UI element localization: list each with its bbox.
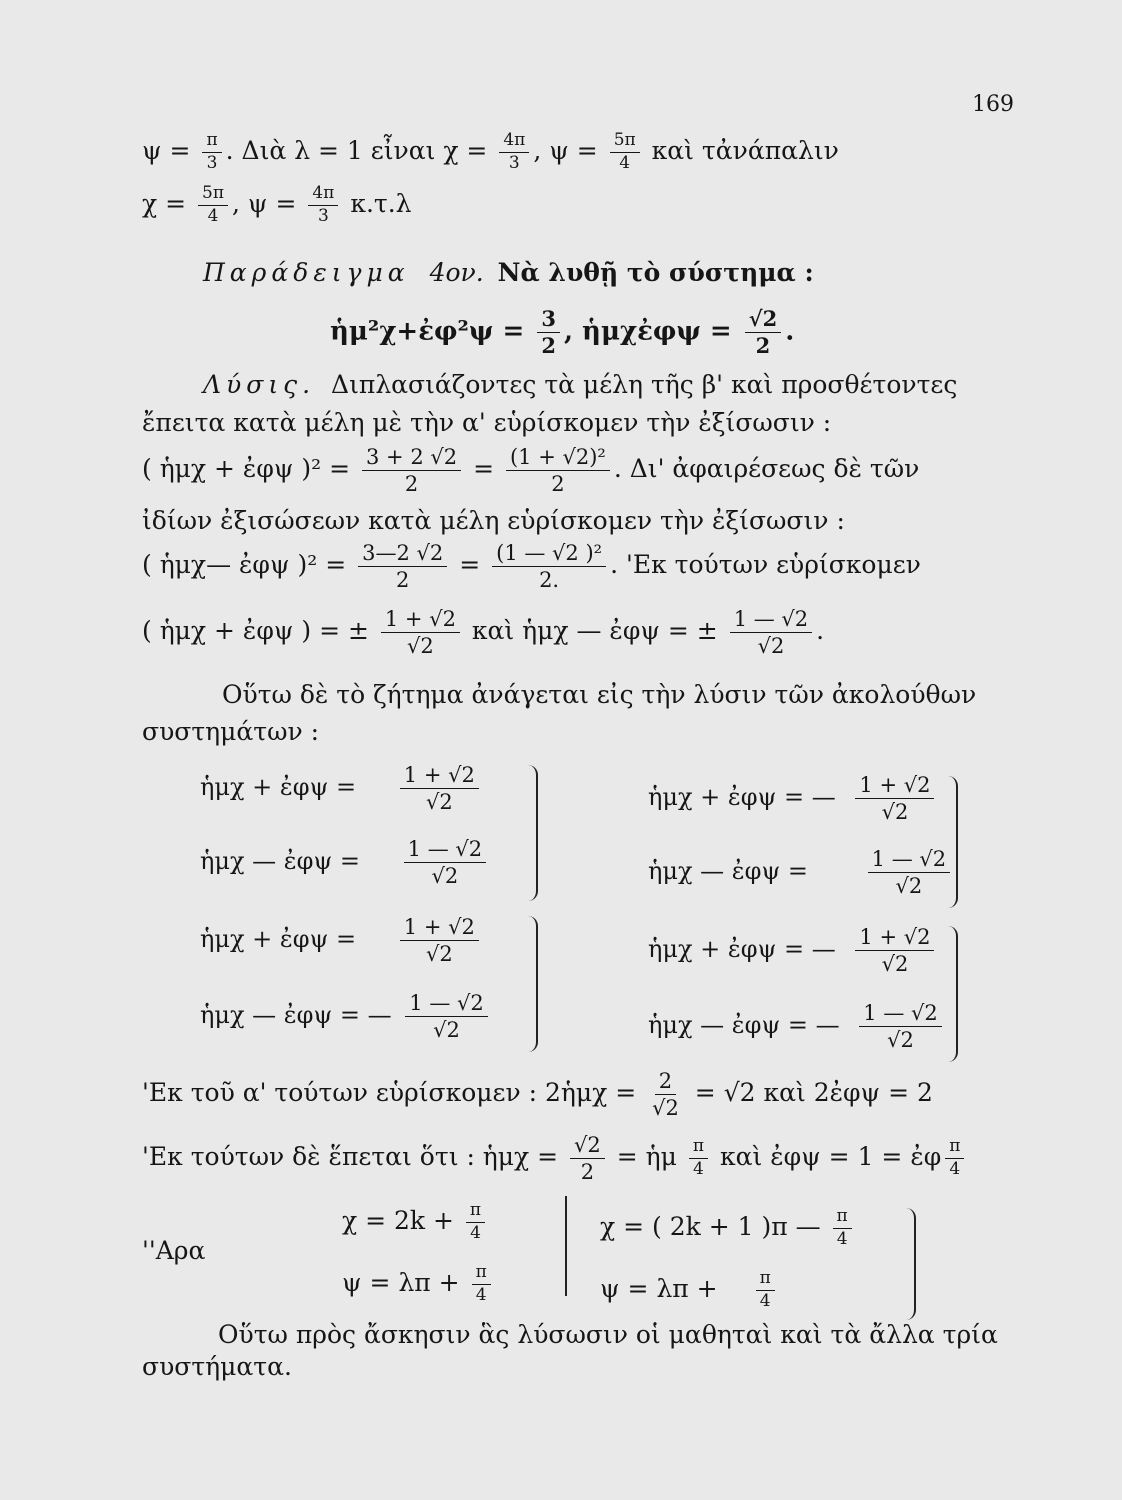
equation-plus-minus: ( ἡμχ + ἐφψ ) = ± $\frac{1 + √2}{√2}$ καὶ ἡμχ — ἐφψ = ± $\frac{1 — √2}{√2}$ . (142, 607, 825, 659)
fraction: $\frac{\text{(1 — √2 )²}}{2.}$ (492, 542, 606, 591)
fraction: $\frac{√2}{2}$ (570, 1134, 605, 1183)
fraction: $\frac{3—2 √2}{2}$ (358, 542, 447, 591)
fraction: $\frac{\pi}{4}$ (689, 1138, 708, 1179)
text-line-1: ψ = $\frac{\pi}{3}$ . Διὰ λ = 1 εἶναι χ = $\frac{4\pi}{3}$ , ψ = $\frac{5\pi}{4}$ καὶ τἀνάπαλιν (142, 130, 839, 173)
fraction-sqrt2-2: $\frac{√2}{2}$ (745, 308, 781, 357)
fraction: $\frac{\text{(1 + √2)²}}{2}$ (506, 446, 610, 495)
text-line-2: χ = $\frac{5\pi}{4}$ , ψ = $\frac{4\pi}{3}$ κ.τ.λ (142, 183, 412, 226)
closing-line-1: Οὕτω πρὸς ἄσκησιν ἃς λύσωσιν οἱ μαθηταὶ καὶ τὰ ἄλλα τρία (218, 1320, 998, 1349)
text-line-idion: ἰδίων ἐξισώσεων κατὰ μέλη εὑρίσκομεν τὴν ἐξίσωσιν : (142, 506, 845, 535)
page-number: 169 (972, 92, 1014, 117)
final-x-left: χ = 2k + $\frac{\pi}{4}$ (342, 1202, 489, 1243)
system-brace (522, 916, 538, 984)
system-brace (900, 1208, 916, 1264)
fraction: $\frac{\pi}{4}$ (466, 1202, 485, 1243)
system-brace (942, 926, 958, 994)
fraction: $\frac{1 + √2}{√2}$ (400, 916, 479, 965)
closing-line-2: συστήματα. (142, 1352, 292, 1381)
system-brace (942, 842, 958, 908)
fraction: $\frac{1 + √2}{√2}$ (855, 774, 934, 823)
system-row-1-right: ἡμχ + ἐφψ = — $\frac{1 + √2}{√2}$ (648, 774, 938, 823)
equation-difference-squared: ( ἡμχ— ἐφψ )² = $\frac{3—2 √2}{2}$ = $\frac{\text{(1 — √2 )²}}{2.}$ . 'Εκ τούτων εὑρίσκομεν (142, 541, 921, 593)
system-brace (942, 994, 958, 1062)
fraction: $\frac{1 — √2}{√2}$ (405, 992, 487, 1041)
system-brace (900, 1264, 916, 1320)
equation-results: 'Εκ τούτων δὲ ἕπεται ὅτι : ἡμχ = $\frac{√2}{2}$ = ἡμ $\frac{\pi}{4}$ καὶ ἐφψ = 1 = ἐφ $\frac{\pi}{4}$ (142, 1134, 968, 1183)
final-psi-left: ψ = λπ + $\frac{\pi}{4}$ (342, 1264, 495, 1305)
fraction: $\frac{\pi}{4}$ (756, 1270, 775, 1311)
system-row-4-right: ἡμχ — ἐφψ = — $\frac{1 — √2}{√2}$ (648, 1002, 946, 1051)
fraction-5pi-4: $\frac{5\pi}{4}$ (198, 185, 228, 226)
fraction: $\frac{1 — √2}{√2}$ (404, 838, 486, 887)
fraction: $\frac{\pi}{4}$ (472, 1264, 491, 1305)
system-brace (942, 776, 958, 842)
system-row-4-left: ἡμχ — ἐφψ = — $\frac{1 — √2}{√2}$ (200, 992, 492, 1041)
separator-bar (565, 1196, 567, 1296)
system-brace (522, 984, 538, 1052)
system-row-1-left: ἡμχ + ἐφψ = $\frac{1 + √2}{√2}$ (200, 764, 483, 813)
text-line-systematon: συστημάτων : (142, 717, 320, 746)
solution-line-1: Λύσις. Διπλασιάζοντες τὰ μέλη τῆς β' καὶ προσθέτοντες (203, 370, 958, 399)
fraction: $\frac{1 — √2}{√2}$ (859, 1002, 941, 1051)
fraction: $\frac{1 + √2}{√2}$ (381, 608, 460, 657)
fraction: $\frac{\pi}{4}$ (833, 1208, 852, 1249)
text-line-outo: Οὕτω δὲ τὸ ζήτημα ἀνάγεται εἰς τὴν λύσιν τῶν ἀκολούθων (222, 680, 977, 709)
system-row-2-right: ἡμχ — ἐφψ = $\frac{1 — √2}{√2}$ (648, 848, 954, 897)
system-brace (522, 765, 538, 833)
fraction: $\frac{\pi}{4}$ (945, 1138, 964, 1179)
equation-first-system: 'Εκ τοῦ α' τούτων εὑρίσκομεν : 2ἡμχ = $\frac{2}{√2}$ = √2 καὶ 2ἐφψ = 2 (142, 1069, 933, 1121)
fraction-4pi-3: $\frac{4\pi}{3}$ (308, 185, 338, 226)
fraction: $\frac{1 — √2}{√2}$ (868, 848, 950, 897)
solution-line-2: ἔπειτα κατὰ μέλη μὲ τὴν α' εὑρίσκομεν τὴν ἐξίσωσιν : (142, 408, 832, 437)
system-row-3-left: ἡμχ + ἐφψ = $\frac{1 + √2}{√2}$ (200, 916, 483, 965)
fraction: $\frac{1 + √2}{√2}$ (400, 764, 479, 813)
fraction-pi-3: $\frac{\pi}{3}$ (202, 132, 221, 173)
fraction-3-2: $\frac{3}{2}$ (537, 308, 560, 357)
equation-sum-squared: ( ἡμχ + ἐφψ )² = $\frac{3 + 2 √2}{2}$ = $\frac{\text{(1 + √2)²}}{2}$ . Δι' ἀφαιρέσεως δὲ τῶν (142, 445, 920, 497)
ara-label: ''Αρα (142, 1236, 206, 1265)
system-brace (522, 833, 538, 901)
system-equation: ἡμ²χ+ἐφ²ψ = $\frac{3}{2}$ , ἡμχἐφψ = $\frac{√2}{2}$ . (330, 306, 795, 359)
system-row-3-right: ἡμχ + ἐφψ = — $\frac{1 + √2}{√2}$ (648, 926, 938, 975)
system-row-2-left: ἡμχ — ἐφψ = $\frac{1 — √2}{√2}$ (200, 838, 490, 887)
fraction: $\frac{3 + 2 √2}{2}$ (362, 446, 461, 495)
fraction: $\frac{2}{√2}$ (652, 1069, 679, 1121)
final-psi-right: ψ = λπ + $\frac{\pi}{4}$ (600, 1270, 779, 1311)
example-heading: Παράδειγμα 4ον. Νὰ λυθῇ τὸ σύστημα : (203, 258, 814, 287)
final-x-right: χ = ( 2k + 1 )π — $\frac{\pi}{4}$ (600, 1208, 856, 1249)
fraction: $\frac{1 + √2}{√2}$ (855, 926, 934, 975)
fraction-5pi-4: $\frac{5\pi}{4}$ (610, 132, 640, 173)
fraction: $\frac{1 — √2}{√2}$ (730, 608, 812, 657)
fraction-4pi-3: $\frac{4\pi}{3}$ (499, 132, 529, 173)
